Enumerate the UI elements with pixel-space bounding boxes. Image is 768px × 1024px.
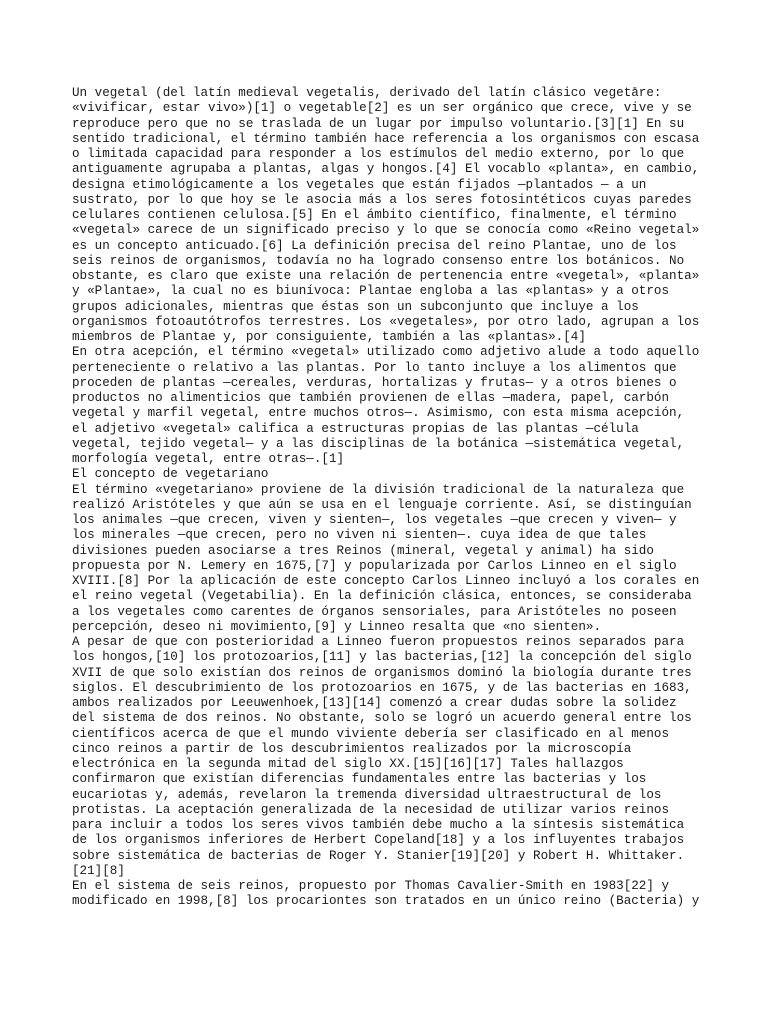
paragraph-six-kingdoms: En el sistema de seis reinos, propuesto por Thomas Cavalier-Smith en 1983[22] y modificado en 1998,[8] los procariontes son tratados en un único reino (Bacteria) y — [72, 879, 700, 909]
paragraph-adjective-meaning: En otra acepción, el término «vegetal» utilizado como adjetivo alude a todo aquello perteneciente o relativo a las plantas. Por lo tanto incluye a los alimentos que proceden de plantas —cereales, verduras, hortalizas y frutas— y a otros bienes o productos no alimenticios que también provienen de ellas —madera, papel, carbón vegetal y marfil vegetal, entre muchos otros—. Asimismo, con esta misma acepción, el adjetivo «vegetal» califica a estructuras propias de las plantas —célula vegetal, tejido vegetal— y a las disciplinas de la botánica —sistemática vegetal, morfología vegetal, entre otras—.[1] — [72, 345, 700, 466]
paragraph-vegetal-definition: Un vegetal (del latín medieval vegetalis, derivado del latín clásico vegetāre: «vivificar, estar vivo»)[1] o vegetable[2] es un ser orgánico que crece, vive y se reproduce pero que no se traslada de un lugar por impulso voluntario.[3][1] En su sentido tradicional, el término también hace referencia a los organismos con escasa o limitada capacidad para responder a los estímulos del medio externo, por lo que antiguamente agrupaba a plantas, algas y hongos.[4] El vocablo «planta», en cambio, designa etimológicamente a los vegetales que están fijados —plantados — a un sustrato, por lo que hoy se le asocia más a los seres fotosintéticos cuyas paredes celulares contienen celulosa.[5] En el ámbito científico, finalmente, el término «vegetal» carece de un significado preciso y lo que se conocía como «Reino vegetal» es un concepto anticuado.[6] La definición precisa del reino Plantae, uno de los seis reinos de organismos, todavía no ha logrado consenso entre los botánicos. No obstante, es claro que existe una relación de pertenencia entre «vegetal», «planta» y «Plantae», la cual no es biunívoca: Plantae engloba a las «plantas» y a otros grupos adicionales, mientras que éstas son un subconjunto que incluye a los organismos fotoautótrofos terrestres. Los «vegetales», por otro lado, agrupan a los miembros de Plantae y, por consiguiente, también a las «plantas».[4] — [72, 86, 700, 344]
paragraph-vegetarian-concept: El término «vegetariano» proviene de la división tradicional de la naturaleza que realizó Aristóteles y que aún se usa en el lenguaje corriente. Así, se distinguían los animales —que crecen, viven y sienten—, los vegetales —que crecen y viven— y los minerales —que crecen, pero no viven ni sienten—. cuya idea de que tales divisiones pueden asociarse a tres Reinos (mineral, vegetal y animal) ha sido propuesta por N. Lemery en 1675,[7] y popularizada por Carlos Linneo en el siglo XVIII.[8] Por la aplicación de este concepto Carlos Linneo incluyó a los corales en el reino vegetal (Vegetabilia). En la definición clásica, entonces, se consideraba a los vegetales como carentes de órganos sensoriales, para Aristóteles no poseen percepción, deseo ni movimiento,[9] y Linneo resalta que «no sienten». — [72, 482, 700, 634]
section-heading: El concepto de vegetariano — [72, 467, 269, 482]
paragraph-kingdoms-history: A pesar de que con posterioridad a Linneo fueron propuestos reinos separados para los hongos,[10] los protozoarios,[11] y las bacterias,[12] la concepción del siglo XVII de que solo existían dos reinos de organismos dominó la biología durante tres siglos. El descubrimiento de los protozoarios en 1675, y de las bacterias en 1683, ambos realizados por Leeuwenhoek,[13][14] comenzó a crear dudas sobre la solidez del sistema de dos reinos. No obstante, solo se logró un acuerdo general entre los científicos acerca de que el mundo viviente debería ser clasificado en al menos cinco reinos a partir de los descubrimientos realizados por la microscopía electrónica en la segunda mitad del siglo XX.[15][16][17] Tales hallazgos confirmaron que existían diferencias fundamentales entre las bacterias y los eucariotas y, además, revelaron la tremenda diversidad ultraestructural de los protistas. La aceptación generalizada de la necesidad de utilizar varios reinos para incluir a todos los seres vivos también debe mucho a la síntesis sistemática de los organismos inferiores de Herbert Copeland[18] y a los influyentes trabajos sobre sistemática de bacterias de Roger Y. Stanier[19][20] y Robert H. Whittaker. [21][8] — [72, 635, 692, 878]
document-page — [72, 86, 712, 910]
